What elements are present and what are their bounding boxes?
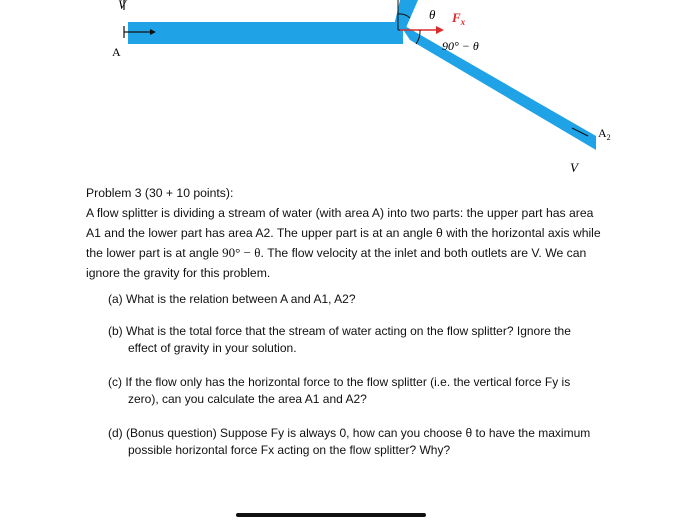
problem-intro-line-1: A flow splitter is dividing a stream of water (with area A) into two parts: the upper part has area xyxy=(86,206,594,220)
complement-angle-label: 90° − θ xyxy=(442,39,479,53)
outlet-area-label: $A_2$ xyxy=(598,126,611,142)
question-b: (b) What is the total force that the stream of water acting on the flow splitter? Ignore the effect of gravity in your solution. xyxy=(108,324,571,355)
lower-outlet-jet xyxy=(398,22,596,150)
question-d: (d) (Bonus question) Suppose Fy is always 0, how can you choose θ to have the maximum possible horizontal force Fx acting on the flow splitter? Why? xyxy=(108,426,591,457)
problem-heading: Problem 3 (30 + 10 points): xyxy=(86,186,234,200)
question-c: (c) If the flow only has the horizontal force to the flow splitter (i.e. the vertical force Fy is zero), can you calculate the area A1 and A2? xyxy=(108,375,571,406)
inlet-area-label: A xyxy=(112,45,121,59)
flow-splitter-diagram xyxy=(0,0,700,180)
problem-statement xyxy=(86,183,626,283)
outlet-velocity-label: V xyxy=(570,160,578,175)
problem-intro-line-3: the lower part is at angle 90° − θ. The flow velocity at the inlet and both outlets are V. We can xyxy=(86,245,587,260)
angle-expression: 90° − θ xyxy=(222,245,261,260)
home-indicator-bar[interactable] xyxy=(236,513,426,517)
question-a: (a) What is the relation between A and A1, A2? xyxy=(108,292,356,306)
inlet-jet xyxy=(128,22,403,44)
force-label: $F_x$ xyxy=(452,10,466,27)
theta-label: θ xyxy=(429,7,436,22)
problem-intro-line-2: A1 and the lower part has area A2. The upper part is at an angle θ with the horizontal axis while xyxy=(86,226,601,240)
inlet-velocity-label: V xyxy=(118,0,126,12)
problem-intro-line-4: ignore the gravity for this problem. xyxy=(86,266,271,280)
